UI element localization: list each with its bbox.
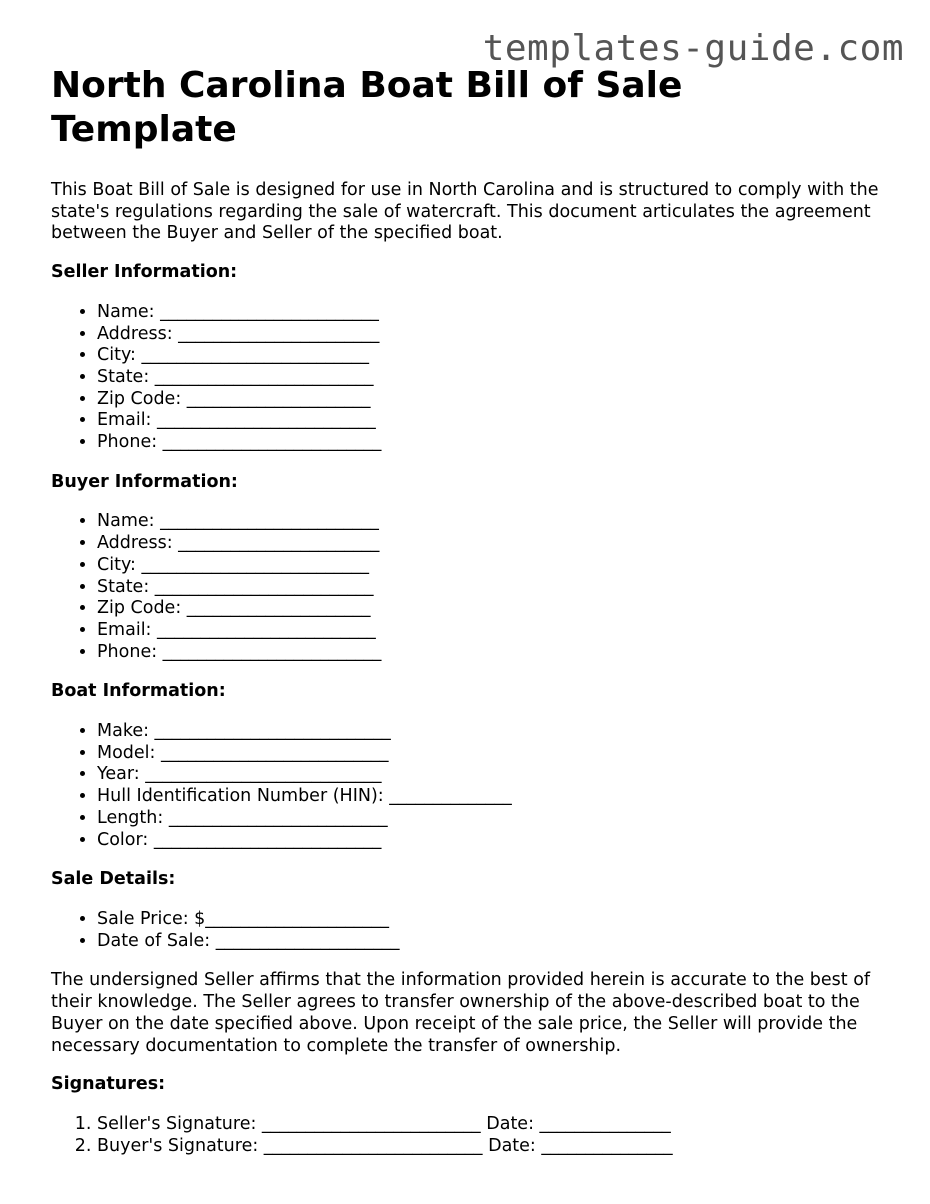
intro-paragraph: This Boat Bill of Sale is designed for use in North Carolina and is structured to comply with the state's regulations regarding the sale of watercraft. This document articulates the agreement between the Buyer and Seller of the specified boat. [51,180,879,244]
boat-field-color: • Color: __________________________ [97,830,901,852]
buyer-field-address: • Address: _______________________ [97,533,901,555]
buyer-field-phone: • Phone: _________________________ [97,642,901,664]
seller-field-name: • Name: _________________________ [97,302,901,324]
seller-field-email: • Email: _________________________ [97,410,901,432]
boat-field-year: • Year: ___________________________ [97,764,901,786]
buyer-field-city: • City: __________________________ [97,555,901,577]
seller-fields-list [51,302,901,454]
sale-field-price: • Sale Price: $_____________________ [97,909,901,931]
seller-field-city: • City: __________________________ [97,345,901,367]
buyer-field-email: • Email: _________________________ [97,620,901,642]
seller-signature-line: 1. Seller's Signature: _________________________ Date: _______________ [97,1114,901,1136]
signatures-list [51,1114,901,1157]
document-page [51,64,901,1175]
seller-field-state: • State: _________________________ [97,367,901,389]
seller-field-zip: • Zip Code: _____________________ [97,389,901,411]
buyer-field-zip: • Zip Code: _____________________ [97,598,901,620]
sale-section-heading: Sale Details: [51,869,176,890]
signatures-section-heading: Signatures: [51,1074,166,1095]
buyer-signature-line: 2. Buyer's Signature: _________________________ Date: _______________ [97,1136,901,1158]
buyer-fields-list [51,511,901,663]
sale-field-date: • Date of Sale: _____________________ [97,931,901,953]
seller-section-heading: Seller Information: [51,262,238,283]
boat-field-length: • Length: _________________________ [97,808,901,830]
affirmation-paragraph: The undersigned Seller affirms that the information provided herein is accurate to the best of their knowledge. The Seller agrees to transfer ownership of the above-described boat to the Buyer on the date specified above. Upon receipt of the sale price, the Seller will provide the necessary documentation to complete the transfer of ownership. [51,970,871,1056]
sale-fields-list [51,909,901,952]
boat-field-hin: • Hull Identification Number (HIN): ______________ [97,786,901,808]
boat-field-make: • Make: ___________________________ [97,721,901,743]
watermark-text: templates-guide.com [482,28,904,69]
boat-fields-list [51,721,901,851]
buyer-field-name: • Name: _________________________ [97,511,901,533]
seller-field-phone: • Phone: _________________________ [97,432,901,454]
boat-field-model: • Model: __________________________ [97,743,901,765]
buyer-field-state: • State: _________________________ [97,577,901,599]
seller-field-address: • Address: _______________________ [97,324,901,346]
boat-section-heading: Boat Information: [51,681,226,702]
buyer-section-heading: Buyer Information: [51,471,238,492]
document-title: North Carolina Boat Bill of Sale Template [51,65,683,150]
